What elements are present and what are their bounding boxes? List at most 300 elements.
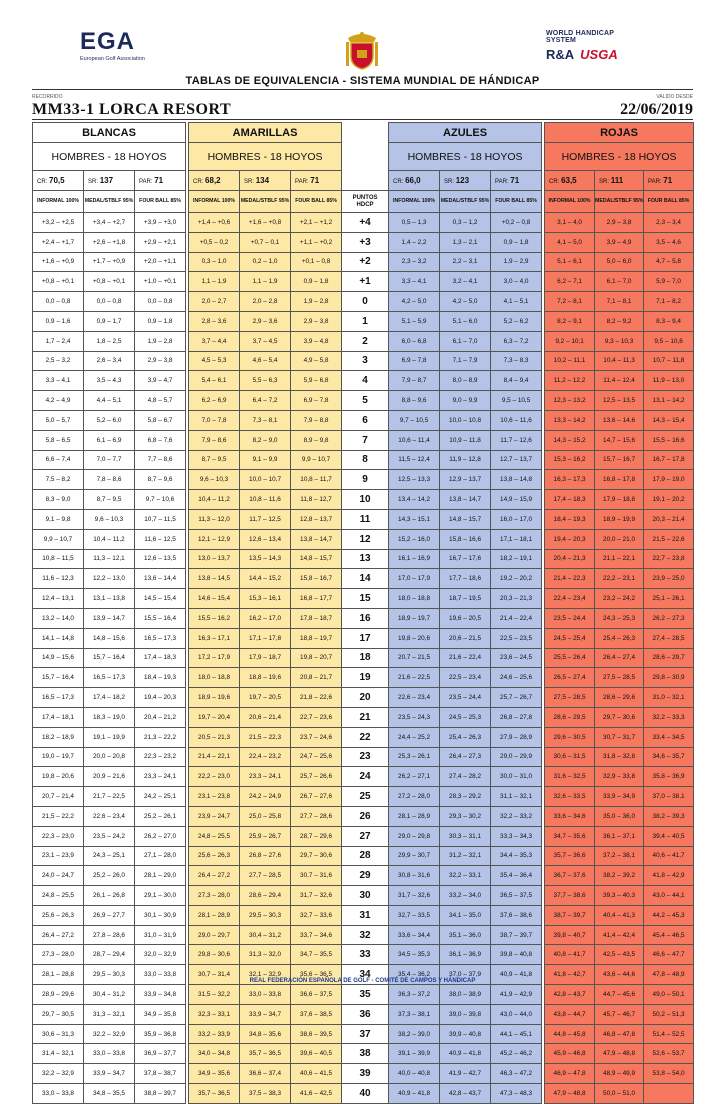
range-cell-azules: 26,8 – 27,8 (491, 707, 542, 727)
range-cell-azules: 3,2 – 4,1 (440, 272, 491, 292)
range-cell-amarillas: 41,6 – 42,5 (291, 1084, 342, 1104)
table-row (33, 470, 694, 490)
range-cell-rojas: 20,0 – 21,0 (595, 529, 644, 549)
range-cell-azules: 26,2 – 27,1 (389, 767, 440, 787)
range-cell-azules: 11,5 – 12,4 (389, 450, 440, 470)
range-cell-rojas: 9,5 – 10,6 (644, 331, 694, 351)
range-cell-azules: 4,2 – 5,0 (389, 292, 440, 312)
range-cell-amarillas: +1,1 – +0,2 (291, 232, 342, 252)
table-row (33, 371, 694, 391)
range-cell-blancas: 1,8 – 2,5 (84, 331, 135, 351)
column-header-azules-2: FOUR BALL 85% (491, 191, 542, 213)
range-cell-blancas: 33,0 – 33,8 (33, 1084, 84, 1104)
range-cell-azules: 18,7 – 19,5 (440, 589, 491, 609)
range-cell-blancas: 20,9 – 21,6 (84, 767, 135, 787)
range-cell-rojas: 34,7 – 35,6 (545, 826, 595, 846)
hdcp-points-cell: 37 (342, 1024, 389, 1044)
range-cell-amarillas: 0,9 – 1,8 (291, 272, 342, 292)
range-cell-rojas: 5,9 – 7,0 (644, 272, 694, 292)
range-cell-blancas: 24,8 – 25,5 (33, 886, 84, 906)
range-cell-rojas: 27,5 – 28,5 (595, 668, 644, 688)
tee-sub-blancas: HOMBRES - 18 HOYOS (33, 143, 186, 171)
hdcp-points-cell: 33 (342, 945, 389, 965)
table-row (33, 688, 694, 708)
hdcp-points-cell: 2 (342, 331, 389, 351)
range-cell-azules: 0,5 – 1,3 (389, 213, 440, 233)
range-cell-amarillas: 17,2 – 17,9 (189, 648, 240, 668)
range-cell-azules: 39,1 – 39,9 (389, 1044, 440, 1064)
hdcp-points-cell: 25 (342, 787, 389, 807)
range-cell-azules: 31,1 – 32,1 (491, 787, 542, 807)
range-cell-azules: 29,9 – 30,7 (389, 846, 440, 866)
range-cell-azules: 14,9 – 15,9 (491, 490, 542, 510)
hdcp-points-cell: 3 (342, 351, 389, 371)
range-cell-blancas: +1,0 – +0,1 (135, 272, 186, 292)
range-cell-rojas: 31,8 – 32,8 (595, 747, 644, 767)
range-cell-rojas: 45,7 – 46,7 (595, 1004, 644, 1024)
range-cell-azules: 20,3 – 21,3 (491, 589, 542, 609)
hdcp-points-cell: 27 (342, 826, 389, 846)
range-cell-amarillas: 27,3 – 28,0 (189, 886, 240, 906)
range-cell-rojas: 34,6 – 35,7 (644, 747, 694, 767)
tee-name-blancas: BLANCAS (33, 123, 186, 143)
range-cell-amarillas: 26,7 – 27,6 (291, 787, 342, 807)
range-cell-blancas: 29,1 – 30,0 (135, 886, 186, 906)
hdcp-points-cell: 20 (342, 688, 389, 708)
table-row (33, 589, 694, 609)
table-row (33, 886, 694, 906)
range-cell-amarillas: 2,0 – 2,7 (189, 292, 240, 312)
range-cell-rojas: 47,9 – 48,8 (545, 1084, 595, 1104)
cr-blancas: CR: 70,5 (33, 171, 84, 191)
tee-sub-azules: HOMBRES - 18 HOYOS (389, 143, 542, 171)
range-cell-amarillas: 24,2 – 24,9 (240, 787, 291, 807)
range-cell-azules: 21,4 – 22,4 (491, 608, 542, 628)
range-cell-rojas: 3,1 – 4,0 (545, 213, 595, 233)
table-row (33, 252, 694, 272)
range-cell-azules: 16,7 – 17,6 (440, 549, 491, 569)
range-cell-azules: 16,1 – 16,9 (389, 549, 440, 569)
range-cell-rojas: 29,6 – 30,5 (545, 727, 595, 747)
range-cell-azules: 12,9 – 13,7 (440, 470, 491, 490)
cr-azules: CR: 66,0 (389, 171, 440, 191)
table-row (33, 846, 694, 866)
range-cell-blancas: 20,4 – 21,2 (135, 707, 186, 727)
range-cell-amarillas: 23,3 – 24,1 (240, 767, 291, 787)
range-cell-rojas: 39,3 – 40,3 (595, 886, 644, 906)
range-cell-blancas: 23,1 – 23,9 (33, 846, 84, 866)
range-cell-amarillas: 8,2 – 9,0 (240, 430, 291, 450)
range-cell-azules: 35,4 – 36,2 (389, 965, 440, 985)
range-cell-blancas: 22,3 – 23,2 (135, 747, 186, 767)
range-cell-azules: 23,5 – 24,4 (440, 688, 491, 708)
range-cell-amarillas: +0,1 – 0,8 (291, 252, 342, 272)
range-cell-rojas: 41,8 – 42,7 (545, 965, 595, 985)
range-cell-azules: 23,5 – 24,3 (389, 707, 440, 727)
range-cell-rojas: 7,1 – 8,2 (644, 292, 694, 312)
range-cell-amarillas: 15,3 – 16,1 (240, 589, 291, 609)
range-cell-amarillas: 2,0 – 2,8 (240, 292, 291, 312)
range-cell-blancas: 13,2 – 14,0 (33, 608, 84, 628)
par-rojas: PAR: 71 (644, 171, 694, 191)
hdcp-points-cell: 21 (342, 707, 389, 727)
range-cell-amarillas: 12,6 – 13,4 (240, 529, 291, 549)
range-cell-rojas: 35,0 – 36,0 (595, 806, 644, 826)
hdcp-points-cell: +1 (342, 272, 389, 292)
range-cell-rojas: 7,1 – 8,1 (595, 292, 644, 312)
range-cell-blancas: 22,6 – 23,4 (84, 806, 135, 826)
range-cell-blancas: +1,6 – +0,9 (33, 252, 84, 272)
range-cell-rojas: 16,8 – 17,8 (595, 470, 644, 490)
range-cell-blancas: 36,9 – 37,7 (135, 1044, 186, 1064)
hdcp-points-cell: 5 (342, 391, 389, 411)
range-cell-amarillas: 35,7 – 36,5 (240, 1044, 291, 1064)
range-cell-blancas: 6,8 – 7,6 (135, 430, 186, 450)
range-cell-azules: 34,5 – 35,3 (389, 945, 440, 965)
range-cell-azules: 19,2 – 20,2 (491, 569, 542, 589)
range-cell-azules: 32,2 – 33,1 (440, 866, 491, 886)
range-cell-amarillas: 8,9 – 9,8 (291, 430, 342, 450)
table-row (33, 213, 694, 233)
table-row (33, 410, 694, 430)
range-cell-rojas: 23,9 – 25,0 (644, 569, 694, 589)
range-cell-azules: 13,4 – 14,2 (389, 490, 440, 510)
range-cell-blancas: 34,8 – 35,5 (84, 1084, 135, 1104)
range-cell-azules: 3,0 – 4,0 (491, 272, 542, 292)
range-cell-rojas: 16,3 – 17,3 (545, 470, 595, 490)
range-cell-azules: 5,2 – 6,2 (491, 311, 542, 331)
range-cell-blancas: 7,0 – 7,7 (84, 450, 135, 470)
column-header-azules-0: INFORMAL 100% (389, 191, 440, 213)
range-cell-amarillas: 27,7 – 28,5 (240, 866, 291, 886)
range-cell-azules: 22,5 – 23,4 (440, 668, 491, 688)
table-row (33, 272, 694, 292)
range-cell-rojas: 53,8 – 54,0 (644, 1064, 694, 1084)
range-cell-amarillas: 30,7 – 31,4 (189, 965, 240, 985)
cr-rojas: CR: 63,5 (545, 171, 595, 191)
tee-sub-amarillas: HOMBRES - 18 HOYOS (189, 143, 342, 171)
range-cell-blancas: 33,0 – 33,8 (135, 965, 186, 985)
range-cell-azules: 24,4 – 25,2 (389, 727, 440, 747)
range-cell-blancas: 29,5 – 30,3 (84, 965, 135, 985)
range-cell-azules: 27,2 – 28,0 (389, 787, 440, 807)
range-cell-amarillas: 38,6 – 39,5 (291, 1024, 342, 1044)
range-cell-azules: 9,7 – 10,5 (389, 410, 440, 430)
range-cell-rojas: 39,8 – 40,7 (545, 925, 595, 945)
hdcp-points-cell: +3 (342, 232, 389, 252)
range-cell-rojas: 11,9 – 13,0 (644, 371, 694, 391)
range-cell-amarillas: 11,3 – 12,0 (189, 509, 240, 529)
range-cell-amarillas: 4,9 – 5,8 (291, 351, 342, 371)
range-cell-amarillas: 30,7 – 31,6 (291, 866, 342, 886)
range-cell-blancas: 2,6 – 3,4 (84, 351, 135, 371)
range-cell-rojas: 40,4 – 41,3 (595, 905, 644, 925)
range-cell-rojas: 26,5 – 27,4 (545, 668, 595, 688)
range-cell-rojas: 10,2 – 11,1 (545, 351, 595, 371)
range-cell-rojas: 32,6 – 33,5 (545, 787, 595, 807)
range-cell-amarillas: 18,8 – 19,6 (240, 668, 291, 688)
range-cell-amarillas: 1,1 – 1,9 (240, 272, 291, 292)
range-cell-amarillas: 17,1 – 17,8 (240, 628, 291, 648)
range-cell-amarillas: 36,6 – 37,4 (240, 1064, 291, 1084)
range-cell-blancas: 26,4 – 27,2 (33, 925, 84, 945)
range-cell-rojas: 16,7 – 17,8 (644, 450, 694, 470)
range-cell-blancas: 21,3 – 22,2 (135, 727, 186, 747)
range-cell-azules: 39,0 – 39,8 (440, 1004, 491, 1024)
range-cell-rojas: 3,5 – 4,6 (644, 232, 694, 252)
course-name: MM33-1 LORCA RESORT (32, 101, 232, 118)
range-cell-azules: 9,5 – 10,5 (491, 391, 542, 411)
range-cell-blancas: 26,1 – 26,8 (84, 886, 135, 906)
range-cell-amarillas: 32,7 – 33,6 (291, 905, 342, 925)
hdcp-points-cell: 4 (342, 371, 389, 391)
hdcp-points-cell: 1 (342, 311, 389, 331)
range-cell-rojas: 28,6 – 29,7 (644, 648, 694, 668)
range-cell-blancas: 8,3 – 9,0 (33, 490, 84, 510)
range-cell-amarillas: 10,8 – 11,6 (240, 490, 291, 510)
range-cell-blancas: 20,0 – 20,8 (84, 747, 135, 767)
hdcp-points-cell: 31 (342, 905, 389, 925)
range-cell-azules: 6,0 – 6,8 (389, 331, 440, 351)
range-cell-blancas: 32,0 – 32,9 (135, 945, 186, 965)
range-cell-amarillas: 2,9 – 3,6 (240, 311, 291, 331)
range-cell-rojas: 22,7 – 23,8 (644, 549, 694, 569)
range-cell-blancas: 33,9 – 34,8 (135, 985, 186, 1005)
range-cell-blancas: 19,4 – 20,3 (135, 688, 186, 708)
column-header-rojas-1: MEDAL/STBLF 95% (595, 191, 644, 213)
range-cell-amarillas: 21,5 – 22,3 (240, 727, 291, 747)
range-cell-blancas: 17,4 – 18,2 (84, 688, 135, 708)
sr-rojas: SR: 111 (595, 171, 644, 191)
range-cell-amarillas: 23,7 – 24,6 (291, 727, 342, 747)
range-cell-azules: 13,8 – 14,8 (491, 470, 542, 490)
range-cell-rojas: 15,3 – 16,2 (545, 450, 595, 470)
range-cell-blancas: +0,8 – +0,1 (33, 272, 84, 292)
range-cell-rojas: 31,0 – 32,1 (644, 688, 694, 708)
range-cell-blancas: 15,7 – 16,4 (84, 648, 135, 668)
range-cell-rojas: 26,4 – 27,4 (595, 648, 644, 668)
range-cell-amarillas: 29,8 – 30,6 (189, 945, 240, 965)
range-cell-azules: 12,5 – 13,3 (389, 470, 440, 490)
range-cell-blancas: 0,0 – 0,8 (135, 292, 186, 312)
range-cell-azules: 29,3 – 30,2 (440, 806, 491, 826)
range-cell-amarillas: 17,8 – 18,7 (291, 608, 342, 628)
range-cell-rojas: 21,5 – 22,6 (644, 529, 694, 549)
range-cell-rojas: 10,4 – 11,3 (595, 351, 644, 371)
range-cell-azules: 14,3 – 15,1 (389, 509, 440, 529)
range-cell-rojas: 13,1 – 14,2 (644, 391, 694, 411)
range-cell-azules: 8,4 – 9,4 (491, 371, 542, 391)
range-cell-amarillas: 13,5 – 14,3 (240, 549, 291, 569)
range-cell-azules: 25,3 – 26,1 (389, 747, 440, 767)
tee-name-rojas: ROJAS (545, 123, 694, 143)
table-row (33, 430, 694, 450)
range-cell-amarillas: 7,0 – 7,8 (189, 410, 240, 430)
range-cell-azules: 17,7 – 18,6 (440, 569, 491, 589)
range-cell-amarillas: +0,7 – 0,1 (240, 232, 291, 252)
range-cell-amarillas: +1,6 – +0,8 (240, 213, 291, 233)
range-cell-rojas: 24,5 – 25,4 (545, 628, 595, 648)
tee-sub-rojas: HOMBRES - 18 HOYOS (545, 143, 694, 171)
range-cell-amarillas: 18,0 – 18,8 (189, 668, 240, 688)
range-cell-rojas: 14,7 – 15,6 (595, 430, 644, 450)
range-cell-amarillas: 23,9 – 24,7 (189, 806, 240, 826)
range-cell-amarillas: 5,9 – 6,8 (291, 371, 342, 391)
range-cell-blancas: 17,4 – 18,3 (135, 648, 186, 668)
page-title: TABLAS DE EQUIVALENCIA - SISTEMA MUNDIAL DE HÁNDICAP (185, 75, 540, 87)
range-cell-azules: 7,1 – 7,9 (440, 351, 491, 371)
range-cell-amarillas: 8,7 – 9,5 (189, 450, 240, 470)
range-cell-amarillas: 39,6 – 40,5 (291, 1044, 342, 1064)
range-cell-rojas: 21,1 – 22,1 (595, 549, 644, 569)
column-header-rojas-2: FOUR BALL 85% (644, 191, 694, 213)
range-cell-blancas: +0,8 – +0,1 (84, 272, 135, 292)
range-cell-azules: 43,0 – 44,0 (491, 1004, 542, 1024)
range-cell-azules: 37,6 – 38,6 (491, 905, 542, 925)
range-cell-rojas: 28,6 – 29,5 (545, 707, 595, 727)
range-cell-amarillas: 10,8 – 11,7 (291, 470, 342, 490)
range-cell-azules: 24,5 – 25,3 (440, 707, 491, 727)
ega-logo-mark: EGA (80, 28, 136, 55)
range-cell-azules: 13,8 – 14,7 (440, 490, 491, 510)
range-cell-rojas: 38,2 – 39,3 (644, 806, 694, 826)
usga-logo: USGA (580, 47, 618, 62)
range-cell-rojas: 19,4 – 20,3 (545, 529, 595, 549)
range-cell-amarillas: 33,9 – 34,7 (240, 1004, 291, 1024)
range-cell-amarillas: 11,7 – 12,5 (240, 509, 291, 529)
range-cell-rojas: 8,2 – 9,1 (545, 311, 595, 331)
range-cell-azules: 1,4 – 2,2 (389, 232, 440, 252)
range-cell-azules: 41,9 – 42,7 (440, 1064, 491, 1084)
range-cell-rojas: 28,6 – 29,6 (595, 688, 644, 708)
partner-logos (546, 47, 646, 62)
range-cell-azules: 34,4 – 35,3 (491, 846, 542, 866)
range-cell-blancas: 13,1 – 13,8 (84, 589, 135, 609)
table-row (33, 787, 694, 807)
range-cell-blancas: 4,8 – 5,7 (135, 391, 186, 411)
range-cell-amarillas: 25,9 – 26,7 (240, 826, 291, 846)
cr-amarillas: CR: 68,2 (189, 171, 240, 191)
range-cell-azules: 27,4 – 28,2 (440, 767, 491, 787)
range-cell-rojas: 6,2 – 7,1 (545, 272, 595, 292)
range-cell-amarillas: 34,0 – 34,8 (189, 1044, 240, 1064)
column-header-amarillas-0: INFORMAL 100% (189, 191, 240, 213)
range-cell-amarillas: 29,7 – 30,6 (291, 846, 342, 866)
range-cell-amarillas: 19,8 – 20,7 (291, 648, 342, 668)
range-cell-blancas: 9,1 – 9,8 (33, 509, 84, 529)
hdcp-points-cell: 7 (342, 430, 389, 450)
range-cell-rojas: 7,2 – 8,1 (545, 292, 595, 312)
range-cell-rojas: 25,1 – 26,1 (644, 589, 694, 609)
hdcp-points-cell: 30 (342, 886, 389, 906)
hdcp-points-cell: 17 (342, 628, 389, 648)
points-header: PUNTOS HDCP (342, 191, 389, 213)
range-cell-rojas: 13,6 – 14,6 (595, 410, 644, 430)
range-cell-blancas: 33,9 – 34,7 (84, 1064, 135, 1084)
range-cell-amarillas: 34,9 – 35,6 (189, 1064, 240, 1084)
range-cell-blancas: +3,4 – +2,7 (84, 213, 135, 233)
range-cell-azules: 7,9 – 8,7 (389, 371, 440, 391)
hdcp-points-cell: 35 (342, 985, 389, 1005)
range-cell-amarillas: 16,8 – 17,7 (291, 589, 342, 609)
sr-amarillas: SR: 134 (240, 171, 291, 191)
range-cell-amarillas: 14,6 – 15,4 (189, 589, 240, 609)
range-cell-amarillas: 12,1 – 12,9 (189, 529, 240, 549)
table-row (33, 351, 694, 371)
table-row (33, 311, 694, 331)
range-cell-azules: 1,9 – 2,9 (491, 252, 542, 272)
range-cell-blancas: +2,4 – +1,7 (33, 232, 84, 252)
range-cell-amarillas: 5,4 – 6,1 (189, 371, 240, 391)
range-cell-rojas: 46,8 – 47,8 (595, 1024, 644, 1044)
range-cell-amarillas: 14,4 – 15,2 (240, 569, 291, 589)
range-cell-azules: 24,6 – 25,6 (491, 668, 542, 688)
range-cell-azules: 19,8 – 20,6 (389, 628, 440, 648)
range-cell-azules: 1,3 – 2,1 (440, 232, 491, 252)
range-cell-azules: 18,9 – 19,7 (389, 608, 440, 628)
range-cell-amarillas: 20,8 – 21,7 (291, 668, 342, 688)
range-cell-amarillas: 31,5 – 32,2 (189, 985, 240, 1005)
range-cell-rojas: 25,4 – 26,3 (595, 628, 644, 648)
range-cell-azules: 33,3 – 34,3 (491, 826, 542, 846)
range-cell-rojas: 44,7 – 45,6 (595, 985, 644, 1005)
column-header-blancas-1: MEDAL/STBLF 95% (84, 191, 135, 213)
range-cell-azules: 28,3 – 29,2 (440, 787, 491, 807)
range-cell-amarillas: 9,9 – 10,7 (291, 450, 342, 470)
range-cell-azules: 10,6 – 11,4 (389, 430, 440, 450)
range-cell-blancas: 32,2 – 32,9 (33, 1064, 84, 1084)
range-cell-amarillas: 13,8 – 14,5 (189, 569, 240, 589)
range-cell-blancas: 32,2 – 32,9 (84, 1024, 135, 1044)
range-cell-rojas: 33,4 – 34,5 (644, 727, 694, 747)
table-row (33, 767, 694, 787)
range-cell-azules: 35,4 – 36,4 (491, 866, 542, 886)
hdcp-points-cell: 39 (342, 1064, 389, 1084)
course-label: RECORRIDO (32, 94, 63, 100)
equivalence-table (32, 122, 694, 1104)
range-cell-amarillas: 28,1 – 28,9 (189, 905, 240, 925)
range-cell-rojas: 51,4 – 52,5 (644, 1024, 694, 1044)
hdcp-points-cell: 11 (342, 509, 389, 529)
range-cell-azules: 44,1 – 45,1 (491, 1024, 542, 1044)
range-cell-blancas: 24,3 – 25,1 (84, 846, 135, 866)
range-cell-blancas: 34,9 – 35,8 (135, 1004, 186, 1024)
range-cell-amarillas: 34,8 – 35,6 (240, 1024, 291, 1044)
range-cell-azules: 38,2 – 39,0 (389, 1024, 440, 1044)
range-cell-rojas: 10,7 – 11,8 (644, 351, 694, 371)
range-cell-azules: 11,7 – 12,6 (491, 430, 542, 450)
range-cell-blancas: 5,0 – 5,7 (33, 410, 84, 430)
range-cell-amarillas: 3,7 – 4,5 (240, 331, 291, 351)
range-cell-rojas: 29,7 – 30,6 (595, 707, 644, 727)
range-cell-amarillas: 16,3 – 17,1 (189, 628, 240, 648)
range-cell-rojas: 11,4 – 12,4 (595, 371, 644, 391)
range-cell-rojas: 8,2 – 9,2 (595, 311, 644, 331)
range-cell-azules: 4,1 – 5,1 (491, 292, 542, 312)
range-cell-blancas: 20,7 – 21,4 (33, 787, 84, 807)
range-cell-blancas: 11,6 – 12,3 (33, 569, 84, 589)
range-cell-amarillas: 26,8 – 27,6 (240, 846, 291, 866)
range-cell-blancas: 19,0 – 19,7 (33, 747, 84, 767)
range-cell-blancas: 10,4 – 11,2 (84, 529, 135, 549)
range-cell-rojas: 50,0 – 51,0 (595, 1084, 644, 1104)
range-cell-amarillas: 3,9 – 4,8 (291, 331, 342, 351)
range-cell-blancas: 12,4 – 13,1 (33, 589, 84, 609)
table-row (33, 925, 694, 945)
range-cell-rojas: 4,1 – 5,0 (545, 232, 595, 252)
range-cell-rojas: 43,8 – 44,7 (545, 1004, 595, 1024)
table-row (33, 866, 694, 886)
